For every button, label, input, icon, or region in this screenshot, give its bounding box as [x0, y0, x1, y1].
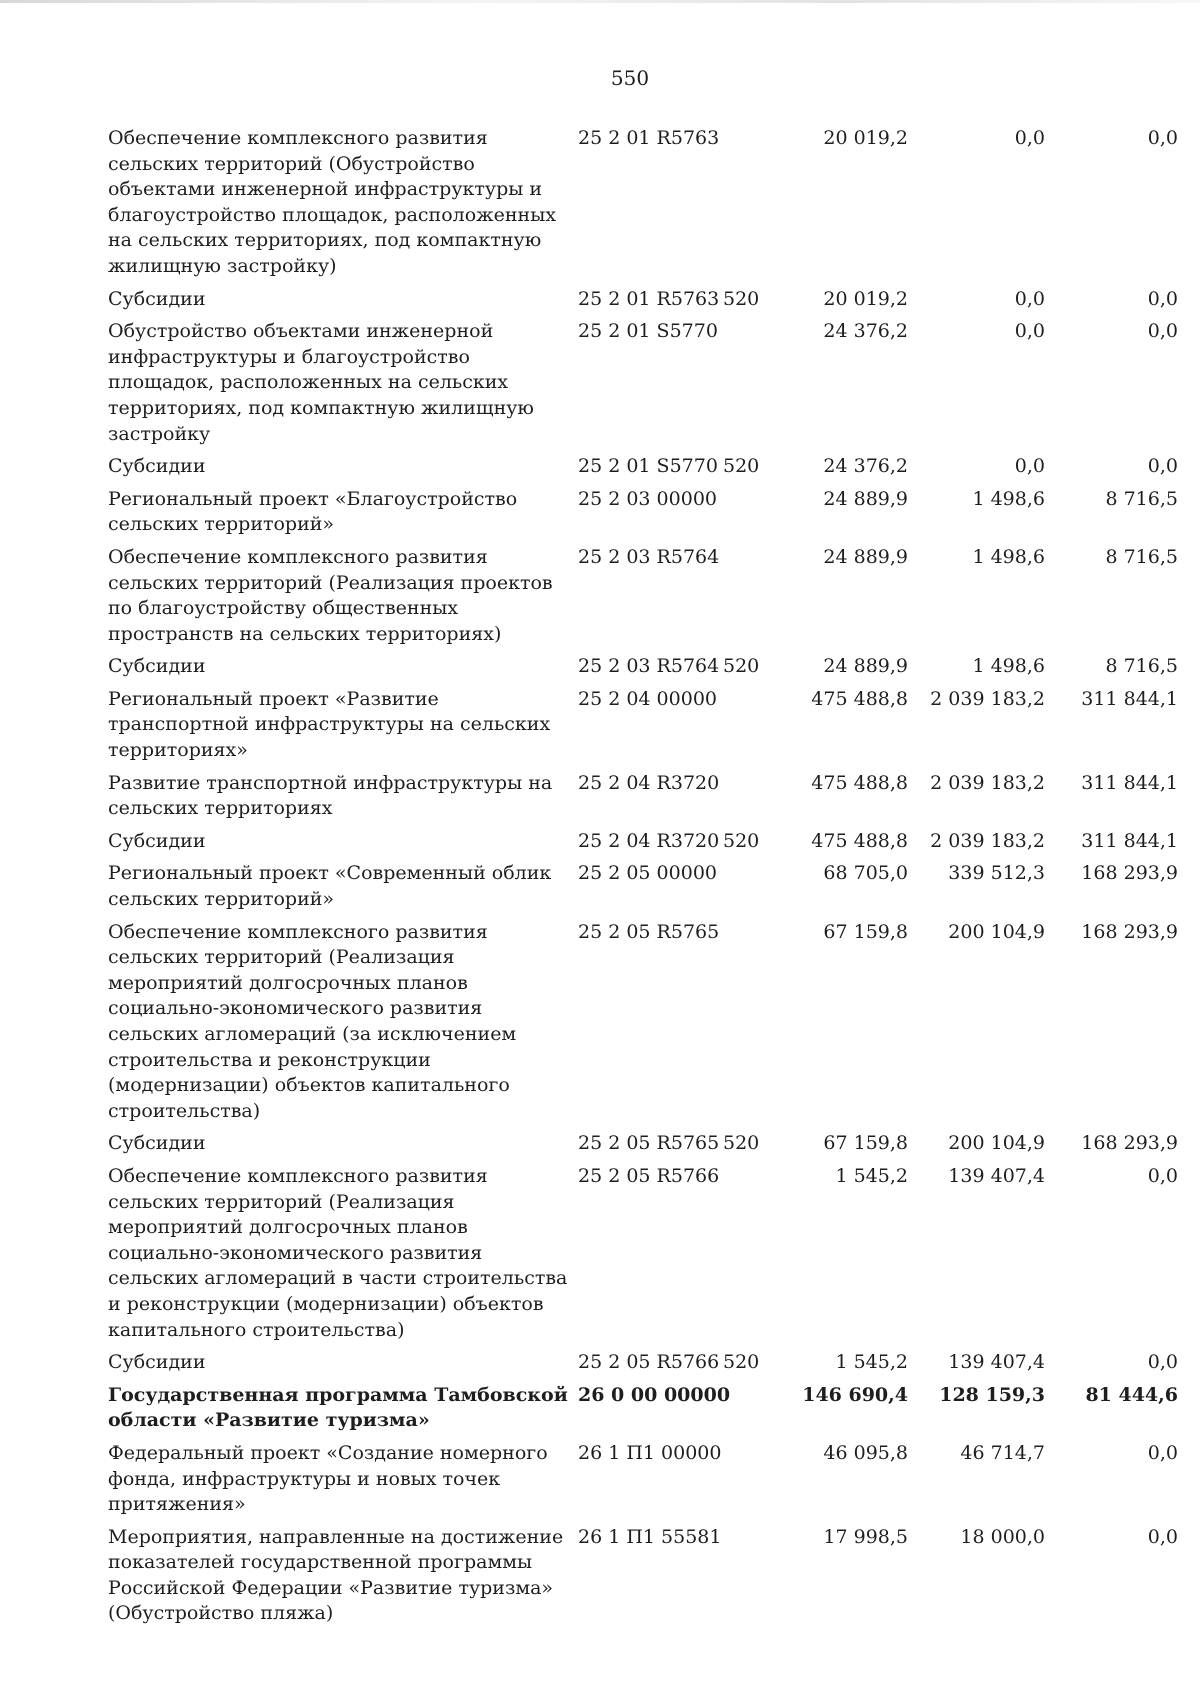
table-row: [108, 545, 1178, 654]
row-value-1: 1 545,2: [835, 1164, 908, 1187]
row-value-1: 24 376,2: [823, 455, 908, 478]
row-expense-type: [723, 1164, 778, 1350]
table-row: [108, 454, 1178, 487]
row-name: Региональный проект «Благоустройство сельских территорий»: [108, 487, 518, 536]
row-name: Субсидии: [108, 1132, 206, 1155]
table-row: [108, 1131, 1178, 1164]
table-row: [108, 1383, 1178, 1441]
row-code: 25 2 03 00000: [578, 487, 718, 510]
row-expense-type: [723, 861, 778, 919]
table-row: [108, 861, 1178, 919]
row-value-1: 46 095,8: [823, 1441, 908, 1464]
row-value-3: 8 716,5: [1105, 545, 1178, 568]
row-value-1: 475 488,8: [811, 687, 908, 710]
row-expense-type: 520: [723, 287, 760, 310]
row-name: Развитие транспортной инфраструктуры на сельских территориях: [108, 771, 553, 820]
table-row: [108, 1441, 1178, 1525]
row-expense-type: [723, 126, 778, 287]
row-code: 26 1 П1 55581: [578, 1525, 722, 1548]
row-value-1: 17 998,5: [823, 1525, 908, 1548]
row-expense-type: 520: [723, 455, 760, 478]
scan-edge: [0, 0, 1200, 3]
row-name: Федеральный проект «Создание номерного фонда, инфраструктуры и новых точек притяжения»: [108, 1441, 548, 1516]
row-expense-type: 520: [723, 655, 760, 678]
row-expense-type: [723, 687, 778, 771]
row-value-1: 24 889,9: [823, 545, 908, 568]
row-expense-type: 520: [723, 829, 760, 852]
row-value-3: 0,0: [1147, 127, 1178, 149]
row-name: Региональный проект «Развитие транспортной инфраструктуры на сельских территориях»: [108, 687, 551, 762]
row-name: Обеспечение комплексного развития сельских территорий (Реализация мероприятий долгосрочных планов социально-экономического развития сельских агломераций в части строительства и реконструкции (модернизации) объектов капитального строительства): [108, 1164, 568, 1341]
row-value-2: 46 714,7: [960, 1441, 1045, 1464]
row-value-3: 0,0: [1147, 1441, 1178, 1464]
row-name: Субсидии: [108, 655, 206, 678]
table-row: [108, 687, 1178, 771]
budget-table-body: [108, 126, 1178, 1634]
row-code: 25 2 01 S5770: [578, 320, 718, 343]
row-code: 25 2 01 R5763: [578, 127, 720, 149]
row-value-1: 20 019,2: [823, 287, 908, 310]
row-code: 26 0 00 00000: [578, 1383, 731, 1406]
row-value-3: 311 844,1: [1081, 687, 1178, 710]
row-value-3: 168 293,9: [1081, 862, 1178, 885]
row-name: Обеспечение комплексного развития сельских территорий (Реализация мероприятий долгосрочных планов социально-экономического развития сельских агломераций (за исключением строительства и реконструкции (модернизации) объектов капитального строительства): [108, 920, 517, 1122]
table-row: [108, 319, 1178, 454]
row-expense-type: [723, 487, 778, 545]
table-row: [108, 487, 1178, 545]
row-value-3: 311 844,1: [1081, 771, 1178, 794]
row-value-1: 475 488,8: [811, 829, 908, 852]
row-value-1: 67 159,8: [823, 920, 908, 943]
row-value-1: 67 159,8: [823, 1132, 908, 1155]
row-code: 25 2 04 R3720: [578, 771, 720, 794]
row-value-2: 200 104,9: [948, 1132, 1045, 1155]
row-value-3: 0,0: [1147, 320, 1178, 343]
row-value-2: 0,0: [1014, 455, 1045, 478]
row-value-2: 2 039 183,2: [930, 829, 1045, 852]
row-value-2: 128 159,3: [939, 1383, 1045, 1406]
row-code: 25 2 04 00000: [578, 687, 718, 710]
row-name: Мероприятия, направленные на достижение показателей государственной программы Российской Федерации «Развитие туризма» (Обустройство пляжа): [108, 1525, 564, 1625]
row-value-2: 139 407,4: [948, 1351, 1045, 1374]
row-code: 25 2 01 R5763: [578, 287, 720, 310]
row-value-1: 68 705,0: [823, 862, 908, 885]
row-expense-type: [723, 1383, 778, 1441]
row-value-3: 168 293,9: [1081, 920, 1178, 943]
row-expense-type: [723, 545, 778, 654]
row-name: Обеспечение комплексного развития сельских территорий (Обустройство объектами инженерной инфраструктуры и благоустройство площадок, расположенных на сельских территориях, под компактную жилищную застройку): [108, 127, 557, 277]
row-expense-type: [723, 920, 778, 1132]
row-name: Государственная программа Тамбовской области «Развитие туризма»: [108, 1383, 568, 1432]
row-value-2: 1 498,6: [972, 655, 1045, 678]
table-row: [108, 287, 1178, 320]
row-name: Субсидии: [108, 287, 206, 310]
row-code: 25 2 05 R5766: [578, 1164, 720, 1187]
row-value-2: 0,0: [1014, 287, 1045, 310]
row-value-1: 475 488,8: [811, 771, 908, 794]
row-expense-type: 520: [723, 1351, 760, 1374]
row-code: 25 2 05 R5765: [578, 920, 720, 943]
row-name: Субсидии: [108, 455, 206, 478]
row-value-3: 0,0: [1147, 1525, 1178, 1548]
row-name: Субсидии: [108, 829, 206, 852]
row-name: Региональный проект «Современный облик сельских территорий»: [108, 862, 552, 911]
row-value-3: 8 716,5: [1105, 487, 1178, 510]
row-name: Субсидии: [108, 1351, 206, 1374]
row-value-2: 139 407,4: [948, 1164, 1045, 1187]
row-value-2: 2 039 183,2: [930, 687, 1045, 710]
row-code: 25 2 04 R3720: [578, 829, 720, 852]
table-row: [108, 920, 1178, 1132]
row-code: 25 2 05 R5766: [578, 1351, 720, 1374]
row-name: Обустройство объектами инженерной инфраструктуры и благоустройство площадок, расположенных на сельских территориях, под компактную жилищную застройку: [108, 320, 534, 445]
row-value-3: 0,0: [1147, 1164, 1178, 1187]
row-value-2: 200 104,9: [948, 920, 1045, 943]
row-value-3: 8 716,5: [1105, 655, 1178, 678]
row-expense-type: [723, 771, 778, 829]
page-number: 550: [610, 66, 650, 90]
table-row: [108, 654, 1178, 687]
budget-table: [108, 126, 1178, 1634]
table-row: [108, 126, 1178, 287]
row-expense-type: 520: [723, 1132, 760, 1155]
row-code: 25 2 01 S5770: [578, 455, 718, 478]
row-value-3: 311 844,1: [1081, 829, 1178, 852]
row-value-1: 1 545,2: [835, 1351, 908, 1374]
row-value-1: 24 889,9: [823, 487, 908, 510]
row-value-1: 24 889,9: [823, 655, 908, 678]
row-expense-type: [723, 1441, 778, 1525]
row-value-2: 2 039 183,2: [930, 771, 1045, 794]
table-row: [108, 1164, 1178, 1350]
row-value-2: 1 498,6: [972, 487, 1045, 510]
table-row: [108, 1525, 1178, 1634]
row-code: 25 2 03 R5764: [578, 545, 720, 568]
row-value-3: 0,0: [1147, 1351, 1178, 1374]
row-value-2: 18 000,0: [960, 1525, 1045, 1548]
row-value-1: 146 690,4: [802, 1383, 908, 1406]
row-code: 25 2 05 00000: [578, 862, 718, 885]
row-code: 25 2 03 R5764: [578, 655, 720, 678]
row-value-3: 81 444,6: [1085, 1383, 1178, 1406]
row-value-2: 0,0: [1014, 320, 1045, 343]
row-expense-type: [723, 319, 778, 454]
row-value-3: 168 293,9: [1081, 1132, 1178, 1155]
row-value-1: 24 376,2: [823, 320, 908, 343]
row-name: Обеспечение комплексного развития сельских территорий (Реализация проектов по благоустройству общественных пространств на сельских территориях): [108, 545, 553, 645]
row-expense-type: [723, 1525, 778, 1634]
table-row: [108, 829, 1178, 862]
row-value-2: 1 498,6: [972, 545, 1045, 568]
row-value-2: 0,0: [1014, 127, 1045, 149]
table-row: [108, 1350, 1178, 1383]
row-value-3: 0,0: [1147, 455, 1178, 478]
row-code: 25 2 05 R5765: [578, 1132, 720, 1155]
row-value-3: 0,0: [1147, 287, 1178, 310]
row-code: 26 1 П1 00000: [578, 1441, 722, 1464]
table-row: [108, 771, 1178, 829]
row-value-2: 339 512,3: [948, 862, 1045, 885]
row-value-1: 20 019,2: [823, 127, 908, 149]
